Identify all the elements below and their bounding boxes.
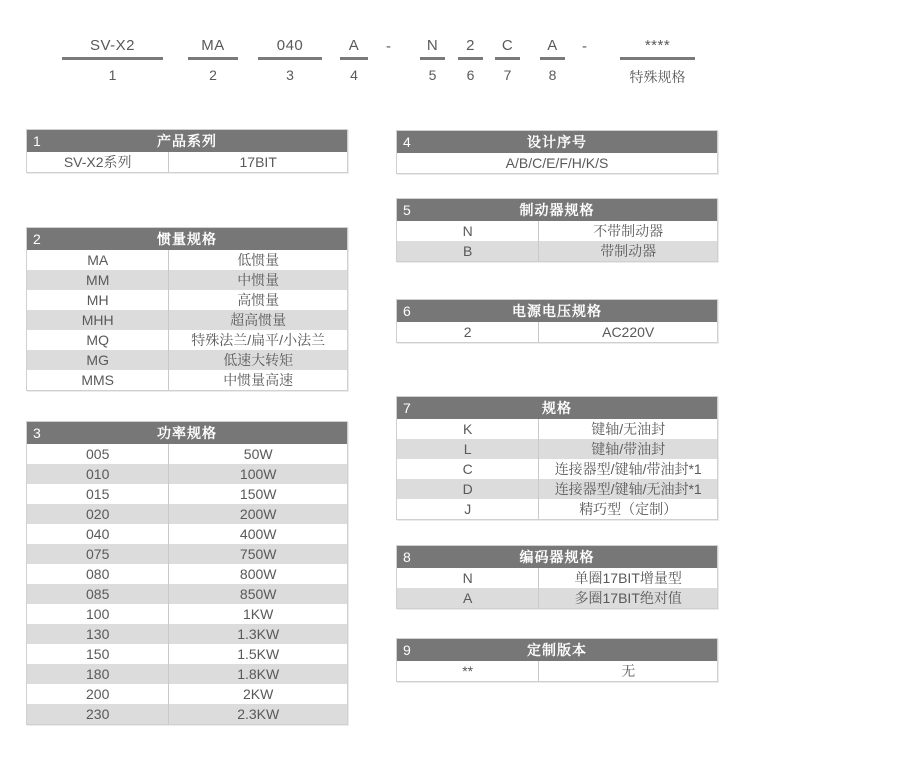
code-segment-value: 040 [258,36,322,60]
code-segment-number: 7 [503,67,512,83]
code-segment-value: MA [188,36,238,60]
table-row [27,350,347,370]
table-title: 定制版本 [527,642,587,658]
code-segment-number: 特殊规格 [629,69,686,85]
table-row [397,241,717,261]
table-row [27,444,347,464]
code-segment-value: **** [620,36,695,60]
row-description: 1.3KW [237,626,280,642]
table-header [27,228,347,250]
table-header [397,300,717,322]
row-description: 400W [239,526,277,542]
row-code: MH [27,290,169,310]
row-description: 高惯量 [237,292,280,308]
table-number: 1 [33,133,41,149]
row-description: 键轴/带油封 [591,441,666,457]
table-title: 制动器规格 [519,202,595,218]
row-description: 不带制动器 [593,223,664,239]
row-code: K [397,419,539,439]
row-code: 005 [27,444,169,464]
table-row [27,464,347,484]
table-row [397,439,717,459]
row-description: 800W [239,566,277,582]
spec-table-voltage [396,299,718,343]
table-number: 3 [33,425,41,441]
table-row [397,459,717,479]
table-row [27,270,347,290]
table-row [27,684,347,704]
table-header [27,422,347,444]
row-description: 750W [239,546,277,562]
spec-table-custom-version [396,638,718,682]
table-title: 电源电压规格 [512,303,602,319]
table-row [27,624,347,644]
table-row [27,544,347,564]
row-description: 1KW [243,606,274,622]
table-row [27,664,347,684]
code-segment-special [620,36,695,87]
table-row [27,370,347,390]
row-description: 特殊法兰/扁平/小法兰 [191,332,326,348]
row-description: 键轴/无油封 [591,421,666,437]
row-description: 无 [621,663,636,679]
table-row [27,310,347,330]
spec-table-brake [396,198,718,262]
spec-table-power [26,421,348,725]
row-code: 150 [27,644,169,664]
code-separator: - [386,38,391,55]
code-segment-4 [340,36,368,83]
row-value: A/B/C/E/F/H/K/S [505,155,609,171]
code-segment-8 [540,36,565,83]
table-row [397,661,717,681]
table-row [27,504,347,524]
row-description: 中惯量 [237,272,280,288]
row-code: A [397,588,539,608]
table-number: 9 [403,642,411,658]
row-code: SV-X2系列 [27,152,169,172]
table-number: 5 [403,202,411,218]
row-code: N [397,568,539,588]
table-number: 7 [403,400,411,416]
code-segment-number: 6 [466,67,475,83]
table-row [397,419,717,439]
table-number: 8 [403,549,411,565]
spec-table-shaft-spec [396,396,718,520]
table-title: 功率规格 [157,425,217,441]
table-row [397,499,717,519]
table-row [27,564,347,584]
table-row [27,704,347,724]
row-code: 130 [27,624,169,644]
table-title: 规格 [542,400,572,416]
row-code: MHH [27,310,169,330]
row-description: 精巧型（定制） [579,501,678,517]
row-code: J [397,499,539,519]
model-code-breakdown [0,36,900,96]
row-description: 2.3KW [237,706,280,722]
row-description: 150W [239,486,277,502]
table-header [397,199,717,221]
row-description: 2KW [243,686,274,702]
row-description: 50W [243,446,273,462]
row-description: 17BIT [239,154,277,170]
code-segment-number: 4 [350,67,358,83]
code-segment-2 [188,36,238,83]
row-code: MQ [27,330,169,350]
row-code: N [397,221,539,241]
row-description: 中惯量高速 [223,372,294,388]
row-code: 100 [27,604,169,624]
row-description: 200W [239,506,277,522]
table-title: 产品系列 [157,133,217,149]
table-row [397,153,717,173]
row-description: 连接器型/键轴/无油封*1 [554,481,702,497]
code-segment-value: C [495,36,520,60]
row-code: 2 [397,322,539,342]
table-row [27,330,347,350]
row-description: 1.5KW [237,646,280,662]
table-row [27,644,347,664]
row-code: MM [27,270,169,290]
row-code: 085 [27,584,169,604]
table-row [397,221,717,241]
table-row [397,322,717,342]
table-header [397,546,717,568]
table-row [397,568,717,588]
code-segment-value: A [340,36,368,60]
row-description: 低惯量 [237,252,280,268]
table-row [27,584,347,604]
row-code: 010 [27,464,169,484]
row-code: 040 [27,524,169,544]
table-row [397,479,717,499]
row-description: 连接器型/键轴/带油封*1 [554,461,702,477]
row-code: 015 [27,484,169,504]
row-code: B [397,241,539,261]
code-segment-number: 8 [548,67,557,83]
code-segment-value: SV-X2 [62,36,163,60]
code-segment-value: A [540,36,565,60]
row-description: AC220V [602,324,655,340]
table-row [27,290,347,310]
table-number: 2 [33,231,41,247]
code-segment-5 [420,36,445,83]
spec-table-inertia [26,227,348,391]
table-number: 6 [403,303,411,319]
row-description: 超高惯量 [230,312,287,328]
table-row [27,604,347,624]
row-code: ** [397,661,539,681]
table-title: 编码器规格 [519,549,595,565]
spec-table-encoder [396,545,718,609]
row-description: 单圈17BIT增量型 [574,570,682,586]
row-code: 075 [27,544,169,564]
row-description: 多圈17BIT绝对值 [574,590,682,606]
code-segment-3 [258,36,322,83]
table-title: 设计序号 [527,134,587,150]
table-header [397,639,717,661]
code-segment-value: N [420,36,445,60]
code-segment-1 [62,36,163,83]
spec-table-design-serial [396,130,718,174]
row-code: 200 [27,684,169,704]
code-segment-number: 2 [209,67,217,83]
table-row [27,524,347,544]
row-description: 850W [239,586,277,602]
table-header [397,397,717,419]
code-segment-number: 5 [428,67,437,83]
row-code: 230 [27,704,169,724]
table-title: 惯量规格 [157,231,217,247]
table-header [397,131,717,153]
row-description: 1.8KW [237,666,280,682]
row-code: 180 [27,664,169,684]
table-number: 4 [403,134,411,150]
row-code: MG [27,350,169,370]
table-row [27,484,347,504]
row-description: 低速大转矩 [223,352,294,368]
table-row [397,588,717,608]
row-code: MMS [27,370,169,390]
table-row [27,152,347,172]
code-segment-number: 1 [108,67,117,83]
row-code: 020 [27,504,169,524]
row-code: MA [27,250,169,270]
row-code: 080 [27,564,169,584]
row-description: 带制动器 [600,243,657,259]
code-segment-7 [495,36,520,83]
row-code: D [397,479,539,499]
row-code: C [397,459,539,479]
code-segment-value: 2 [458,36,483,60]
spec-table-product-series [26,129,348,173]
code-segment-6 [458,36,483,83]
row-code: L [397,439,539,459]
table-row [27,250,347,270]
row-description: 100W [239,466,277,482]
code-segment-number: 3 [286,67,294,83]
code-separator: - [582,38,587,55]
table-header [27,130,347,152]
